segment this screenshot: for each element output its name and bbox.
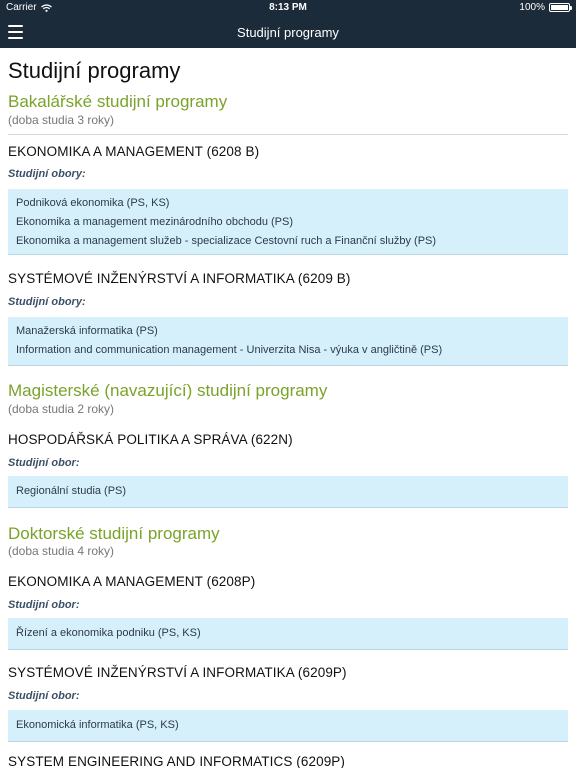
page-title: Studijní programy	[8, 58, 181, 83]
battery-percent: 100%	[519, 2, 545, 13]
section-note: (doba studia 3 roky)	[8, 113, 115, 127]
section-divider	[8, 134, 568, 135]
program-title: SYSTÉMOVÉ INŽENÝRSTVÍ A INFORMATIKA (6209 B)	[8, 271, 351, 286]
obory-list	[8, 317, 568, 366]
obor-label: Studijní obory:	[8, 168, 86, 180]
program-title: EKONOMIKA A MANAGEMENT (6208P)	[8, 574, 256, 589]
obory-list	[8, 476, 568, 508]
obory-list	[8, 618, 568, 650]
obor-label: Studijní obor:	[8, 599, 80, 611]
list-item[interactable]: Řízení a ekonomika podniku (PS, KS)	[16, 627, 201, 639]
list-item[interactable]: Ekonomika a management mezinárodního obchodu (PS)	[16, 216, 293, 228]
carrier-label: Carrier	[6, 2, 37, 13]
program-title: SYSTÉMOVÉ INŽENÝRSTVÍ A INFORMATIKA (6209P)	[8, 665, 347, 680]
program-title: SYSTEM ENGINEERING AND INFORMATICS (6209P)	[8, 754, 346, 768]
list-item[interactable]: Ekonomická informatika (PS, KS)	[16, 719, 179, 731]
list-item[interactable]: Ekonomika a management služeb - specializace Cestovní ruch a Finanční služby (PS)	[16, 235, 437, 247]
battery-icon	[549, 3, 570, 12]
battery-group	[519, 2, 570, 13]
battery-fill	[551, 5, 568, 10]
list-item[interactable]: Regionální studia (PS)	[16, 485, 127, 497]
obor-label: Studijní obor:	[8, 457, 80, 469]
program-title: HOSPODÁŘSKÁ POLITIKA A SPRÁVA (622N)	[8, 432, 293, 447]
nav-title: Studijní programy	[237, 25, 339, 40]
obory-list	[8, 710, 568, 742]
obor-label: Studijní obory:	[8, 296, 86, 308]
section-note: (doba studia 2 roky)	[8, 402, 115, 416]
section-note: (doba studia 4 roky)	[8, 544, 115, 558]
obor-label: Studijní obor:	[8, 690, 80, 702]
section-title: Doktorské studijní programy	[8, 524, 220, 543]
navigation-bar	[0, 16, 576, 48]
obory-list	[8, 189, 568, 255]
status-bar	[0, 0, 576, 16]
list-item[interactable]: Information and communication management - Univerzita Nisa - výuka v angličtině (PS)	[16, 344, 443, 356]
list-item[interactable]: Manažerská informatika (PS)	[16, 325, 158, 337]
status-time: 8:13 PM	[269, 2, 307, 13]
program-title: EKONOMIKA A MANAGEMENT (6208 B)	[8, 144, 260, 159]
list-item[interactable]: Podniková ekonomika (PS, KS)	[16, 197, 170, 209]
section-title: Magisterské (navazující) studijní programy	[8, 381, 328, 400]
section-title: Bakalářské studijní programy	[8, 92, 228, 111]
